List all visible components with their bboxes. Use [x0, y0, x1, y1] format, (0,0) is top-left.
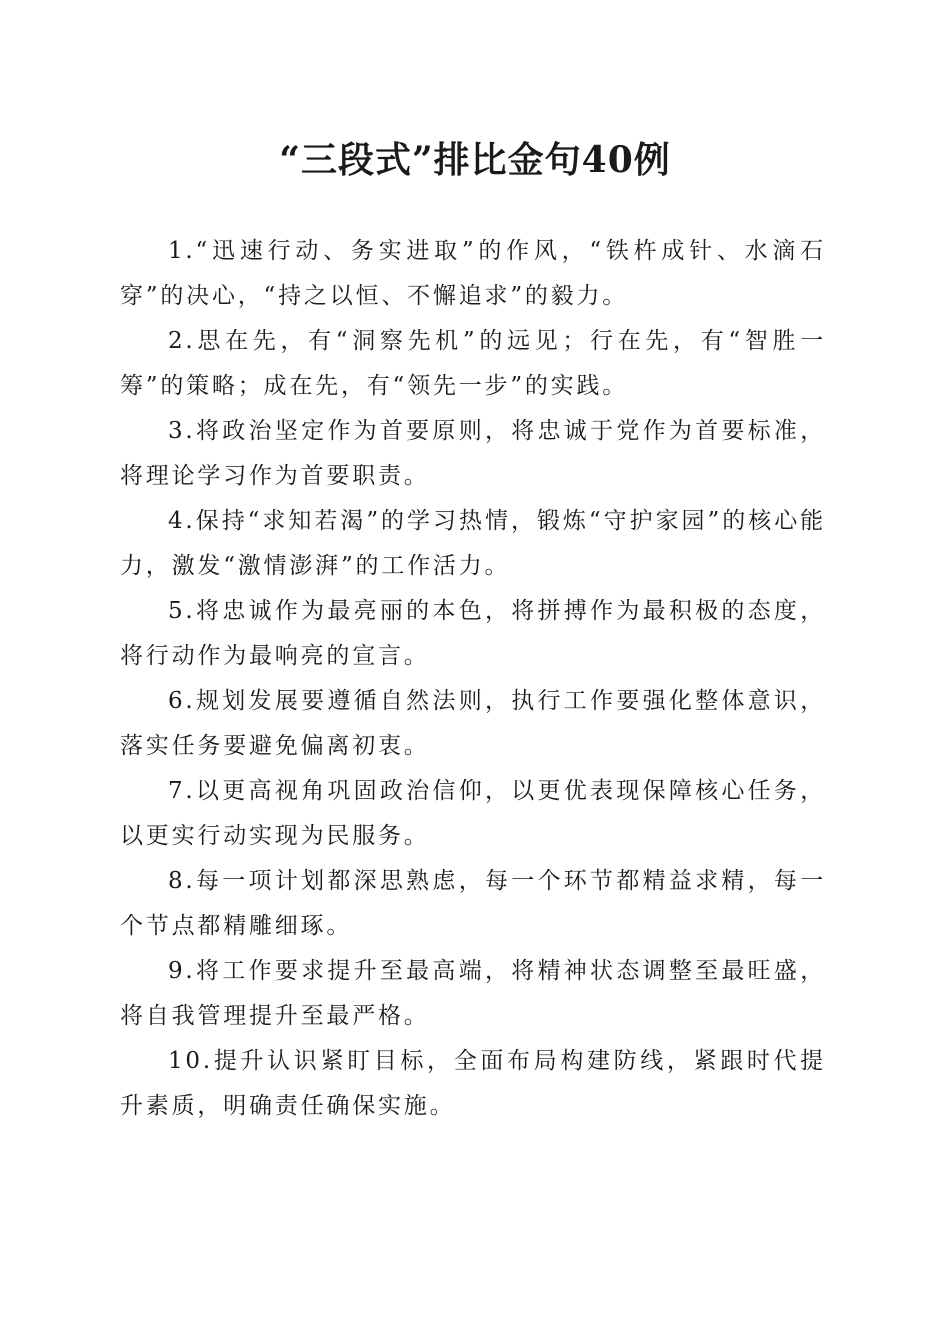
paragraph-4: 4.保持“求知若渴”的学习热情，锻炼“守护家园”的核心能力，激发“激情澎湃”的工作活力。: [120, 508, 826, 579]
paragraph-5: 5.将忠诚作为最亮丽的本色，将拼搏作为最积极的态度，将行动作为最响亮的宣言。: [120, 598, 826, 669]
paragraph-10: 10.提升认识紧盯目标，全面布局构建防线，紧跟时代提升素质，明确责任确保实施。: [120, 1048, 826, 1119]
document-title: “三段式”排比金句40例: [279, 139, 671, 181]
document-body: [120, 229, 826, 1129]
paragraph-3: 3.将政治坚定作为首要原则，将忠诚于党作为首要标准，将理论学习作为首要职责。: [120, 418, 826, 489]
paragraph-8: 8.每一项计划都深思熟虑，每一个环节都精益求精，每一个节点都精雕细琢。: [120, 868, 826, 939]
paragraph-1: 1.“迅速行动、务实进取”的作风，“铁杵成针、水滴石穿”的决心，“持之以恒、不懈追求”的毅力。: [120, 238, 826, 309]
paragraph-9: 9.将工作要求提升至最高端，将精神状态调整至最旺盛，将自我管理提升至最严格。: [120, 958, 826, 1029]
paragraph-7: 7.以更高视角巩固政治信仰，以更优表现保障核心任务，以更实行动实现为民服务。: [120, 778, 826, 849]
paragraph-2: 2.思在先，有“洞察先机”的远见；行在先，有“智胜一筹”的策略；成在先，有“领先一步”的实践。: [120, 328, 826, 399]
paragraph-6: 6.规划发展要遵循自然法则，执行工作要强化整体意识，落实任务要避免偏离初衷。: [120, 688, 826, 759]
